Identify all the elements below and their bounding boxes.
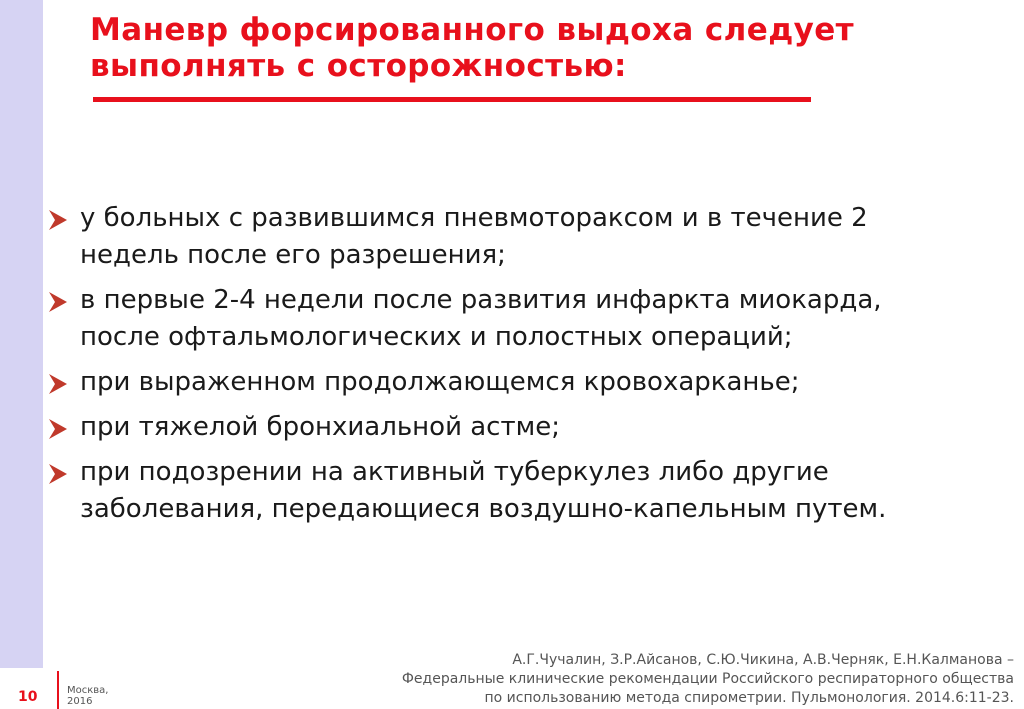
arrow-bullet-icon (46, 290, 70, 314)
slide-title (90, 12, 990, 84)
list-item-text: заболевания, передающиеся воздушно-капельным путем. (80, 494, 887, 524)
footer-city: Москва, (67, 685, 109, 696)
arrow-bullet-icon (46, 372, 70, 396)
list-item-text: при подозрении на активный туберкулез либо другие (80, 457, 829, 487)
list-item-text: после офтальмологических и полостных операций; (80, 322, 793, 352)
arrow-bullet-icon (46, 462, 70, 486)
contraindications-list (46, 200, 1006, 536)
list-item-text: при выраженном продолжающемся кровохарканье; (80, 367, 800, 397)
footer-year: 2016 (67, 696, 93, 707)
list-item-text: при тяжелой бронхиальной астме; (80, 412, 560, 442)
list-item (46, 282, 1006, 356)
list-item-text: в первые 2-4 недели после развития инфаркта миокарда, (80, 285, 882, 315)
arrow-bullet-icon (46, 417, 70, 441)
citation-line-1: А.Г.Чучалин, З.Р.Айсанов, С.Ю.Чикина, А.В.Черняк, Е.Н.Калманова – (512, 652, 1014, 668)
list-item-text: недель после его разрешения; (80, 240, 506, 270)
list-item (46, 200, 1006, 274)
list-item-text: у больных с развившимся пневмотораксом и в течение 2 (80, 203, 868, 233)
slide-number: 10 (18, 689, 38, 705)
citation-line-3: по использованию метода спирометрии. Пульмонология. 2014.6:11-23. (484, 690, 1014, 706)
left-decorative-bar (0, 0, 43, 668)
list-item (46, 364, 1006, 401)
list-item (46, 454, 1006, 528)
title-underline (93, 97, 811, 102)
footer-location (67, 685, 108, 707)
arrow-bullet-icon (46, 208, 70, 232)
footer-divider (57, 671, 59, 709)
citation (314, 651, 1014, 708)
title-line-2: выполнять с осторожностью: (90, 48, 627, 84)
citation-line-2: Федеральные клинические рекомендации Российского респираторного общества (401, 671, 1014, 687)
title-line-1: Маневр форсированного выдоха следует (90, 12, 855, 48)
list-item (46, 409, 1006, 446)
